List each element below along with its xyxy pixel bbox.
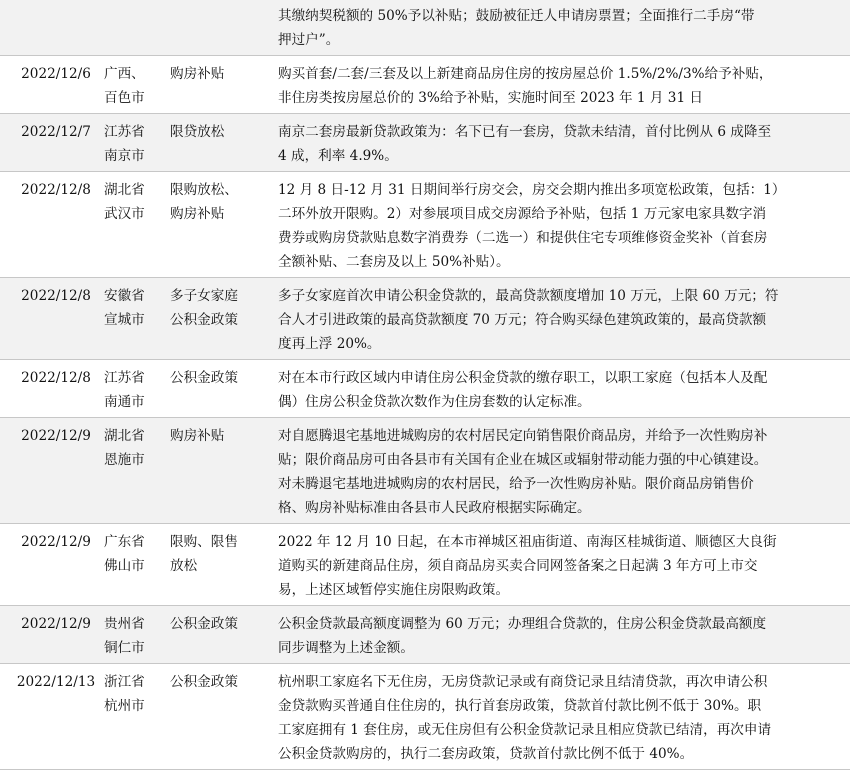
policy-detail-cell — [278, 178, 840, 274]
date-cell: 2022/12/8 — [21, 370, 91, 386]
policy-detail-cell-line: 工家庭拥有 1 套住房，或无住房但有公积金贷款记录且相应贷款已结清，再次申请 — [278, 722, 772, 738]
policy-type-cell-line: 购房补贴 — [170, 428, 225, 444]
region-cell-line: 恩施市 — [104, 452, 145, 468]
policy-detail-cell-line: 偶）住房公积金贷款次数作为住房套数的认定标准。 — [278, 394, 591, 410]
policy-type-cell-line: 限购、限售 — [170, 534, 238, 550]
policy-type-cell-line: 限贷放松 — [170, 124, 225, 140]
region-cell — [104, 366, 164, 414]
policy-detail-cell-line: 购买首套/二套/三套及以上新建商品房住房的按房屋总价 1.5%/2%/3%给予补贴， — [278, 66, 773, 82]
region-cell-line: 浙江省 — [104, 674, 145, 690]
policy-type-cell-line: 公积金政策 — [170, 370, 238, 386]
policy-detail-cell-line: 费券或购房贷款贴息数字消费券（二选一）和提供住宅专项维修资金奖补（首套房 — [278, 230, 768, 246]
region-cell-line: 南京市 — [104, 148, 145, 164]
region-cell-line: 武汉市 — [104, 206, 145, 222]
region-cell-line: 宣城市 — [104, 312, 145, 328]
policy-type-cell-line: 放松 — [170, 558, 198, 574]
policy-detail-cell-line: 对自愿腾退宅基地进城购房的农村居民定向销售限价商品房，并给予一次性购房补 — [278, 428, 768, 444]
table-row — [0, 360, 850, 418]
policy-detail-cell-line: 金贷款购买普通自住住房的，执行首套房政策，贷款首付款比例不低于 30%。职 — [278, 698, 762, 714]
policy-detail-cell-line: 南京二套房最新贷款政策为：名下已有一套房，贷款未结清，首付比例从 6 成降至 — [278, 124, 772, 140]
policy-detail-cell — [278, 284, 840, 356]
date-cell: 2022/12/9 — [21, 428, 91, 444]
policy-detail-cell-line: 度再上浮 20%。 — [278, 336, 381, 352]
region-cell — [104, 530, 164, 578]
policy-detail-cell-line: 公积金贷款购房的，执行二套房政策，贷款首付款比例不低于 40%。 — [278, 746, 694, 762]
policy-detail-cell — [278, 530, 840, 602]
date-cell: 2022/12/9 — [21, 534, 91, 550]
region-cell-line: 湖北省 — [104, 182, 145, 198]
region-cell — [104, 670, 164, 718]
table-row — [0, 664, 850, 770]
policy-detail-cell — [278, 612, 840, 660]
table-row — [0, 172, 850, 278]
policy-type-cell — [170, 424, 270, 448]
region-cell-line: 安徽省 — [104, 288, 145, 304]
policy-detail-cell — [278, 424, 840, 520]
table-row — [0, 418, 850, 524]
table-row — [0, 278, 850, 360]
policy-detail-cell-line: 2022 年 12 月 10 日起，在本市禅城区祖庙街道、南海区桂城街道、顺德区大良街 — [278, 534, 777, 550]
table-row — [0, 56, 850, 114]
region-cell — [104, 120, 164, 168]
policy-detail-cell-line: 同步调整为上述金额。 — [278, 640, 414, 656]
region-cell-line: 江苏省 — [104, 370, 145, 386]
date-cell: 2022/12/9 — [21, 616, 91, 632]
region-cell-line: 南通市 — [104, 394, 145, 410]
policy-type-cell — [170, 612, 270, 636]
policy-type-cell-line: 购房补贴 — [170, 66, 225, 82]
region-cell-line: 杭州市 — [104, 698, 145, 714]
policy-type-cell-line: 购房补贴 — [170, 206, 225, 222]
policy-type-cell — [170, 670, 270, 694]
table-row — [0, 114, 850, 172]
policy-detail-cell-line: 易，上述区域暂停实施住房限购政策。 — [278, 582, 510, 598]
policy-detail-cell-line: 12 月 8 日-12 月 31 日期间举行房交会，房交会期内推出多项宽松政策，包括：1） — [278, 182, 786, 198]
policy-type-cell — [170, 62, 270, 86]
policy-detail-cell-line: 道购买的新建商品住房，须自商品房买卖合同网签备案之日起满 3 年方可上市交 — [278, 558, 758, 574]
policy-detail-cell-line: 多子女家庭首次申请公积金贷款的，最高贷款额度增加 10 万元，上限 60 万元；符 — [278, 288, 779, 304]
policy-detail-cell-line: 非住房类按房屋总价的 3%给予补贴，实施时间至 2023 年 1 月 31 日 — [278, 90, 704, 106]
region-cell-line: 湖北省 — [104, 428, 145, 444]
region-cell-line: 广西、 — [104, 66, 145, 82]
region-cell — [104, 424, 164, 472]
policy-detail-cell-line: 押过户”。 — [278, 32, 340, 48]
policy-detail-cell — [278, 4, 840, 52]
policy-type-cell — [170, 366, 270, 390]
policy-type-cell — [170, 178, 270, 226]
policy-detail-cell-line: 格、购房补贴标准由各县市人民政府根据实际确定。 — [278, 500, 591, 516]
policy-detail-cell-line: 全额补贴、二套房及以上 50%补贴）。 — [278, 254, 510, 270]
policy-detail-cell-line: 合人才引进政策的最高贷款额度 70 万元；符合购买绿色建筑政策的，最高贷款额 — [278, 312, 767, 328]
policy-detail-cell-line: 4 成，利率 4.9%。 — [278, 148, 398, 164]
region-cell — [104, 284, 164, 332]
date-cell: 2022/12/6 — [21, 66, 91, 82]
policy-type-cell-line: 公积金政策 — [170, 674, 238, 690]
policy-detail-cell — [278, 120, 840, 168]
policy-type-cell — [170, 284, 270, 332]
date-cell: 2022/12/8 — [21, 288, 91, 304]
region-cell-line: 江苏省 — [104, 124, 145, 140]
policy-detail-cell — [278, 366, 840, 414]
date-cell: 2022/12/7 — [21, 124, 91, 140]
policy-detail-cell-line: 对在本市行政区域内申请住房公积金贷款的缴存职工，以职工家庭（包括本人及配 — [278, 370, 768, 386]
region-cell-line: 广东省 — [104, 534, 145, 550]
date-cell: 2022/12/8 — [21, 182, 91, 198]
policy-type-cell-line: 多子女家庭 — [170, 288, 238, 304]
region-cell-line: 百色市 — [104, 90, 145, 106]
policy-detail-cell-line: 杭州职工家庭名下无住房，无房贷款记录或有商贷记录且结清贷款，再次申请公积 — [278, 674, 768, 690]
region-cell — [104, 178, 164, 226]
table-row — [0, 524, 850, 606]
policy-detail-cell — [278, 62, 840, 110]
region-cell-line: 佛山市 — [104, 558, 145, 574]
policy-detail-cell-line: 贴；限价商品房可由各县市有关国有企业在城区或辐射带动能力强的中心镇建设。 — [278, 452, 768, 468]
policy-type-cell-line: 限购放松、 — [170, 182, 238, 198]
region-cell — [104, 612, 164, 660]
region-cell-line: 铜仁市 — [104, 640, 145, 656]
table-row — [0, 606, 850, 664]
policy-detail-cell-line: 其缴纳契税额的 50%予以补贴；鼓励被征迁人申请房票置；全面推行二手房“带 — [278, 8, 755, 24]
policy-detail-cell-line: 对未腾退宅基地进城购房的农村居民，给予一次性购房补贴。限价商品房销售价 — [278, 476, 754, 492]
policy-type-cell — [170, 530, 270, 578]
policy-type-cell-line: 公积金政策 — [170, 312, 238, 328]
region-cell — [104, 62, 164, 110]
policy-type-cell — [170, 120, 270, 144]
policy-detail-cell-line: 公积金贷款最高额度调整为 60 万元；办理组合贷款的，住房公积金贷款最高额度 — [278, 616, 767, 632]
table-row — [0, 0, 850, 56]
policy-type-cell-line: 公积金政策 — [170, 616, 238, 632]
region-cell-line: 贵州省 — [104, 616, 145, 632]
policy-detail-cell-line: 二环外放开限购。2）对参展项目成交房源给予补贴，包括 1 万元家电家具数字消 — [278, 206, 767, 222]
date-cell: 2022/12/13 — [16, 674, 96, 690]
